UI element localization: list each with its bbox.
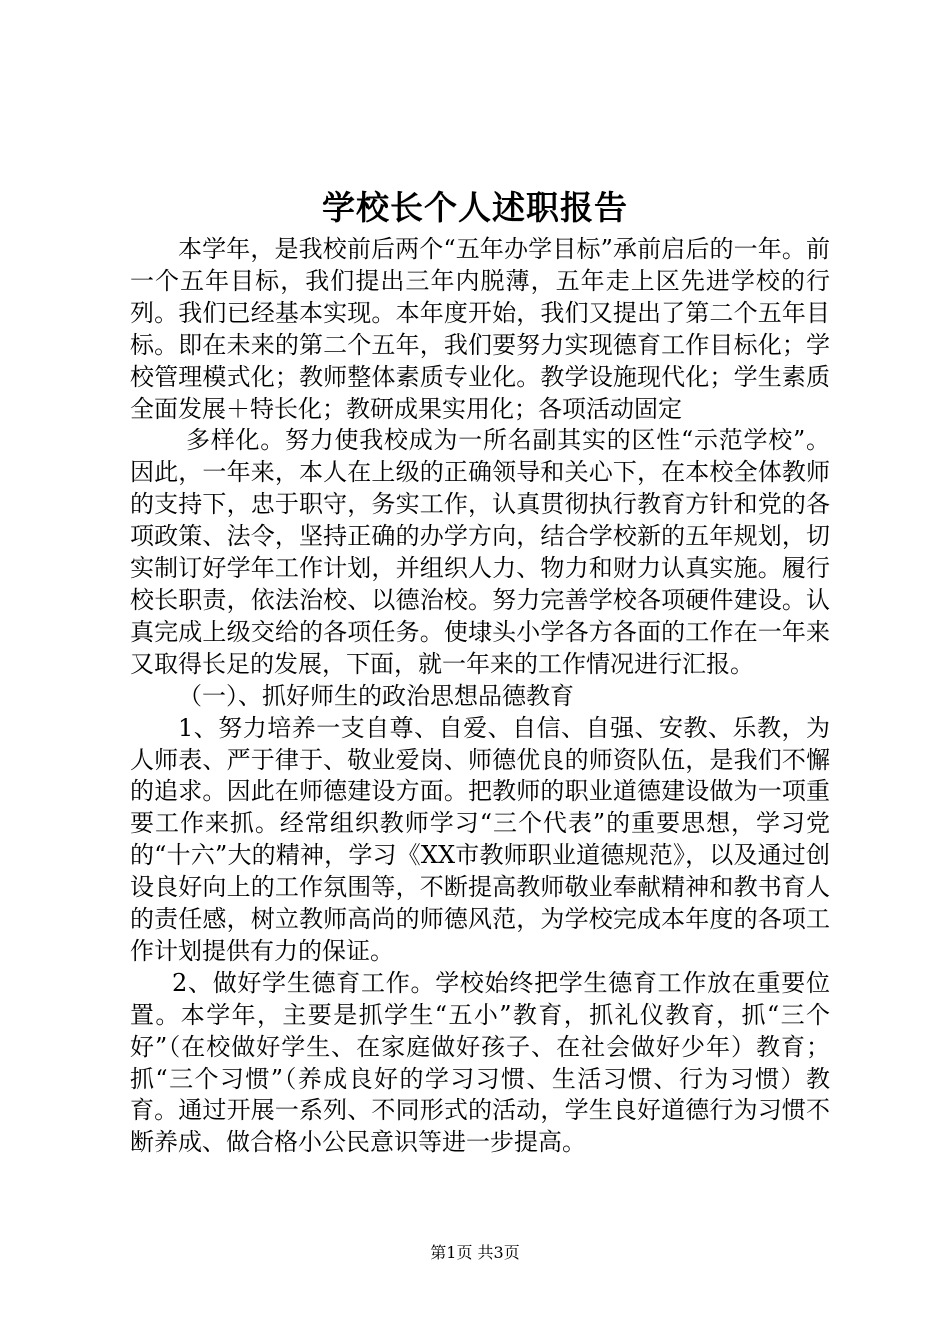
page-footer: 第1页 共3页 [430,1243,520,1262]
section-heading: （一）、抓好师生的政治思想品德教育 [178,681,574,710]
paragraph: 1、努力培养一支自尊、自爱、自信、自强、安教、乐教，为人师表、严于律于、敬业爱岗、师德优良的师资队伍，是我们不懈的追求。因此在师德建设方面。把教师的职业道德建设做为一项重要工作来抓。经常组织教师学习“三个代表”的重要思想，学习党的“十六”大的精神，学习《XX市教师职业道德规范》，以及通过创设良好向上的工作氛围等，不断提高教师敬业奉献精神和教书育人的责任感，树立教师高尚的师德风范，为学校完成本年度的各项工作计划提供有力的保证。 [130,713,830,965]
document-title: 学校长个人述职报告 [322,188,628,227]
paragraph: 多样化。努力使我校成为一所名副其实的区性“示范学校”。因此，一年来，本人在上级的正确领导和关心下，在本校全体教师的支持下，忠于职守，务实工作，认真贯彻执行教育方针和党的各项政策、法令，坚持正确的办学方向，结合学校新的五年规划，切实制订好学年工作计划，并组织人力、物力和财力认真实施。履行校长职责，依法治校、以德治校。努力完善学校各项硬件建设。认真完成上级交给的各项任务。使埭头小学各方各面的工作在一年来又取得长足的发展，下面，就一年来的工作情况进行汇报。 [130,426,830,678]
document-body [130,234,830,1159]
paragraph: 2、做好学生德育工作。学校始终把学生德育工作放在重要位置。本学年，主要是抓学生“五小”教育，抓礼仪教育，抓“三个好”（在校做好学生、在家庭做好孩子、在社会做好少年）教育；抓“三个习惯”（养成良好的学习习惯、生活习惯、行为习惯）教育。通过开展一系列、不同形式的活动，学生良好道德行为习惯不断养成、做合格小公民意识等进一步提高。 [130,968,830,1157]
paragraph: 本学年，是我校前后两个“五年办学目标”承前启后的一年。前一个五年目标，我们提出三年内脱薄，五年走上区先进学校的行列。我们已经基本实现。本年度开始，我们又提出了第二个五年目标。即在未来的第二个五年，我们要努力实现德育工作目标化；学校管理模式化；教师整体素质专业化。教学设施现代化；学生素质全面发展＋特长化；教研成果实用化；各项活动固定 [130,235,830,423]
